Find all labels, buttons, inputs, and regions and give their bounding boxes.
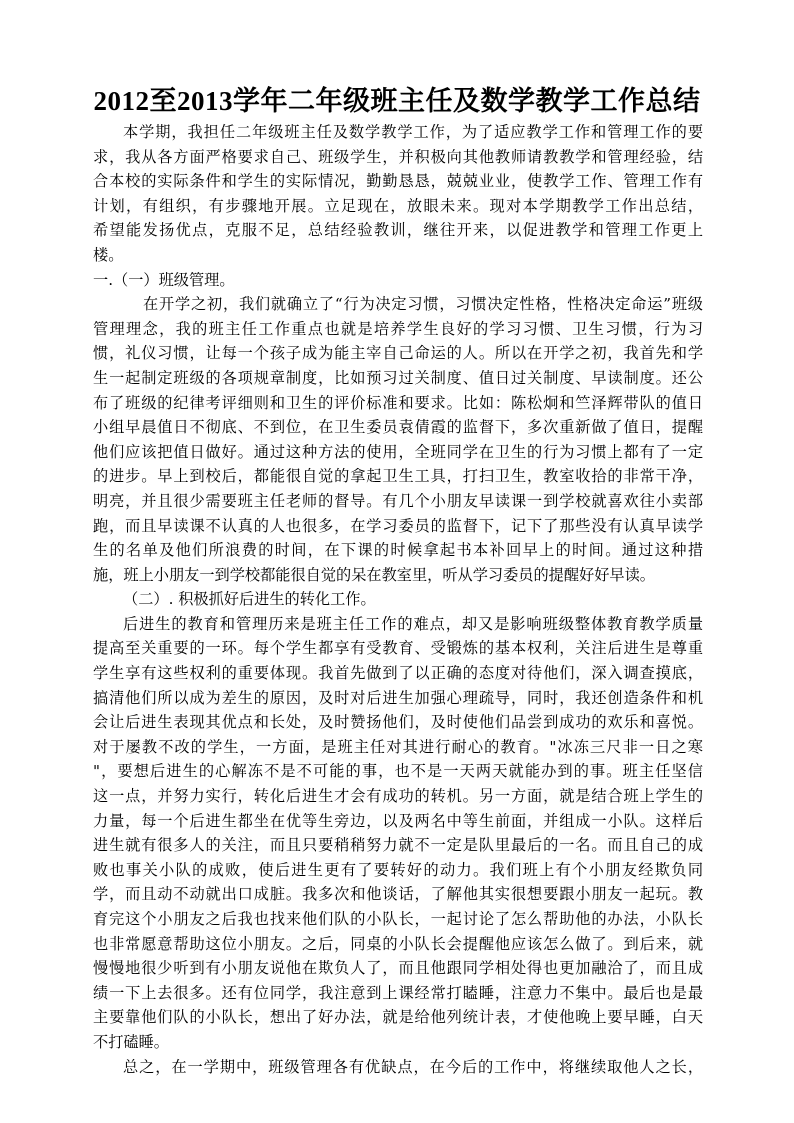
- paragraph-line: 学，而且动不动就出口成脏。我多次和他谈话，了解他其实很想要跟小朋友一起玩。教: [93, 885, 703, 904]
- paragraph-line: 布了班级的纪律考评细则和卫生的评价标准和要求。比如：陈松炯和竺泽辉带队的值日: [93, 393, 703, 412]
- document-title: 2012至2013学年二年级班主任及数学教学工作总结: [93, 86, 701, 116]
- paragraph-line: 这一点，并努力实行，转化后进生才会有成功的转机。另一方面，就是结合班上学生的: [93, 787, 703, 806]
- paragraph-line: 学生享有这些权利的重要体现。我首先做到了以正确的态度对待他们，深入调查摸底，: [93, 664, 703, 683]
- paragraph-line: 合本校的实际条件和学生的实际情况，勤勤恳恳，兢兢业业，使教学工作、管理工作有: [93, 172, 703, 191]
- section-heading: （二）. 积极抓好后进生的转化工作。: [123, 590, 376, 609]
- paragraph-line: 本学期，我担任二年级班主任及数学教学工作，为了适应教学工作和管理工作的要: [123, 123, 703, 141]
- paragraph-line: 主要靠他们队的小队长，想出了好办法，就是给他列统计表，才使他晚上要早睡，白天: [93, 1008, 703, 1027]
- paragraph-line: 会让后进生表现其优点和长处，及时赞扬他们，及时使他们品尝到成功的欢乐和喜悦。: [93, 713, 703, 732]
- paragraph-line: 绩一下上去很多。还有位同学，我注意到上课经常打瞌睡，注意力不集中。最后也是最: [93, 983, 703, 1002]
- paragraph-line: 惯，礼仪习惯，让每一个孩子成为能主宰自己命运的人。所以在开学之初，我首先和学: [93, 344, 703, 363]
- paragraph-line: 明亮，并且很少需要班主任老师的督导。有几个小朋友早读课一到学校就喜欢往小卖部: [93, 491, 703, 510]
- paragraph-line: 计划，有组织，有步骤地开展。立足现在，放眼未来。现对本学期教学工作出总结，: [93, 196, 703, 215]
- paragraph-line: "，要想后进生的心解冻不是不可能的事，也不是一天两天就能办到的事。班主任坚信: [93, 762, 703, 781]
- paragraph-line: 也非常愿意帮助这位小朋友。之后，同桌的小队长会提醒他应该怎么做了。到后来，就: [93, 934, 703, 953]
- paragraph-line: 力量，每一个后进生都坐在优等生旁边，以及两名中等生前面，并组成一小队。这样后: [93, 811, 703, 830]
- paragraph-line: 败也事关小队的成败，使后进生更有了要转好的动力。我们班上有个小朋友经欺负同: [93, 860, 703, 879]
- paragraph-line: 生的名单及他们所浪费的时间，在下课的时候拿起书本补回早上的时间。通过这种措: [93, 541, 703, 560]
- paragraph-line: 对于屡教不改的学生，一方面，是班主任对其进行耐心的教育。"冰冻三尺非一日之寒: [93, 737, 703, 756]
- paragraph-line: 生一起制定班级的各项规章制度，比如预习过关制度、值日过关制度、早读制度。还公: [93, 368, 703, 387]
- paragraph-line: 慢慢地很少听到有小朋友说他在欺负人了，而且他跟同学相处得也更加融洽了，而且成: [93, 959, 703, 978]
- paragraph-line: 希望能发扬优点，克服不足，总结经验教训，继往开来，以促进教学和管理工作更上: [93, 221, 703, 240]
- paragraph-line: 在开学之初，我们就确立了“行为决定习惯，习惯决定性格，性格决定命运”班级: [143, 295, 703, 314]
- paragraph-line: 求，我从各方面严格要求自己、班级学生，并积极向其他教师请教教学和管理经验，结: [93, 147, 703, 166]
- paragraph-line: 管理理念，我的班主任工作重点也就是培养学生良好的学习习惯、卫生习惯，行为习: [93, 319, 703, 338]
- paragraph-line: 提高至关重要的一环。每个学生都享有受教育、受锻炼的基本权利，关注后进生是尊重: [93, 639, 703, 658]
- paragraph-line: 总之，在一学期中，班级管理各有优缺点，在今后的工作中，将继续取他人之长，: [123, 1057, 703, 1076]
- section-heading: 一.（一）班级管理。: [93, 270, 235, 289]
- paragraph-line: 小组早晨值日不彻底、不到位，在卫生委员袁倩霞的监督下，多次重新做了值日，提醒: [93, 418, 703, 437]
- paragraph-line: 跑，而且早读课不认真的人也很多，在学习委员的监督下，记下了那些没有认真早读学: [93, 516, 703, 535]
- paragraph-line: 他们应该把值日做好。通过这种方法的使用，全班同学在卫生的行为习惯上都有了一定: [93, 442, 703, 461]
- paragraph-line: 育完这个小朋友之后我也找来他们队的小队长，一起讨论了怎么帮助他的办法，小队长: [93, 910, 703, 928]
- paragraph-line: 楼。: [93, 245, 124, 264]
- paragraph-line: 搞清他们所以成为差生的原因，及时对后进生加强心理疏导，同时，我还创造条件和机: [93, 688, 703, 707]
- paragraph-line: 进生就有很多人的关注，而且只要稍稍努力就不一定是队里最后的一名。而且自己的成: [93, 836, 703, 855]
- document-body: [93, 120, 703, 1079]
- paragraph-line: 不打磕睡。: [93, 1032, 169, 1051]
- paragraph-line: 的进步。早上到校后，都能很自觉的拿起卫生工具，打扫卫生，教室收拾的非常干净，: [93, 467, 703, 486]
- paragraph-line: 施，班上小朋友一到学校都能很自觉的呆在教室里，听从学习委员的提醒好好早读。: [93, 565, 655, 584]
- paragraph-line: 后进生的教育和管理历来是班主任工作的难点，却又是影响班级整体教育教学质量: [123, 614, 703, 633]
